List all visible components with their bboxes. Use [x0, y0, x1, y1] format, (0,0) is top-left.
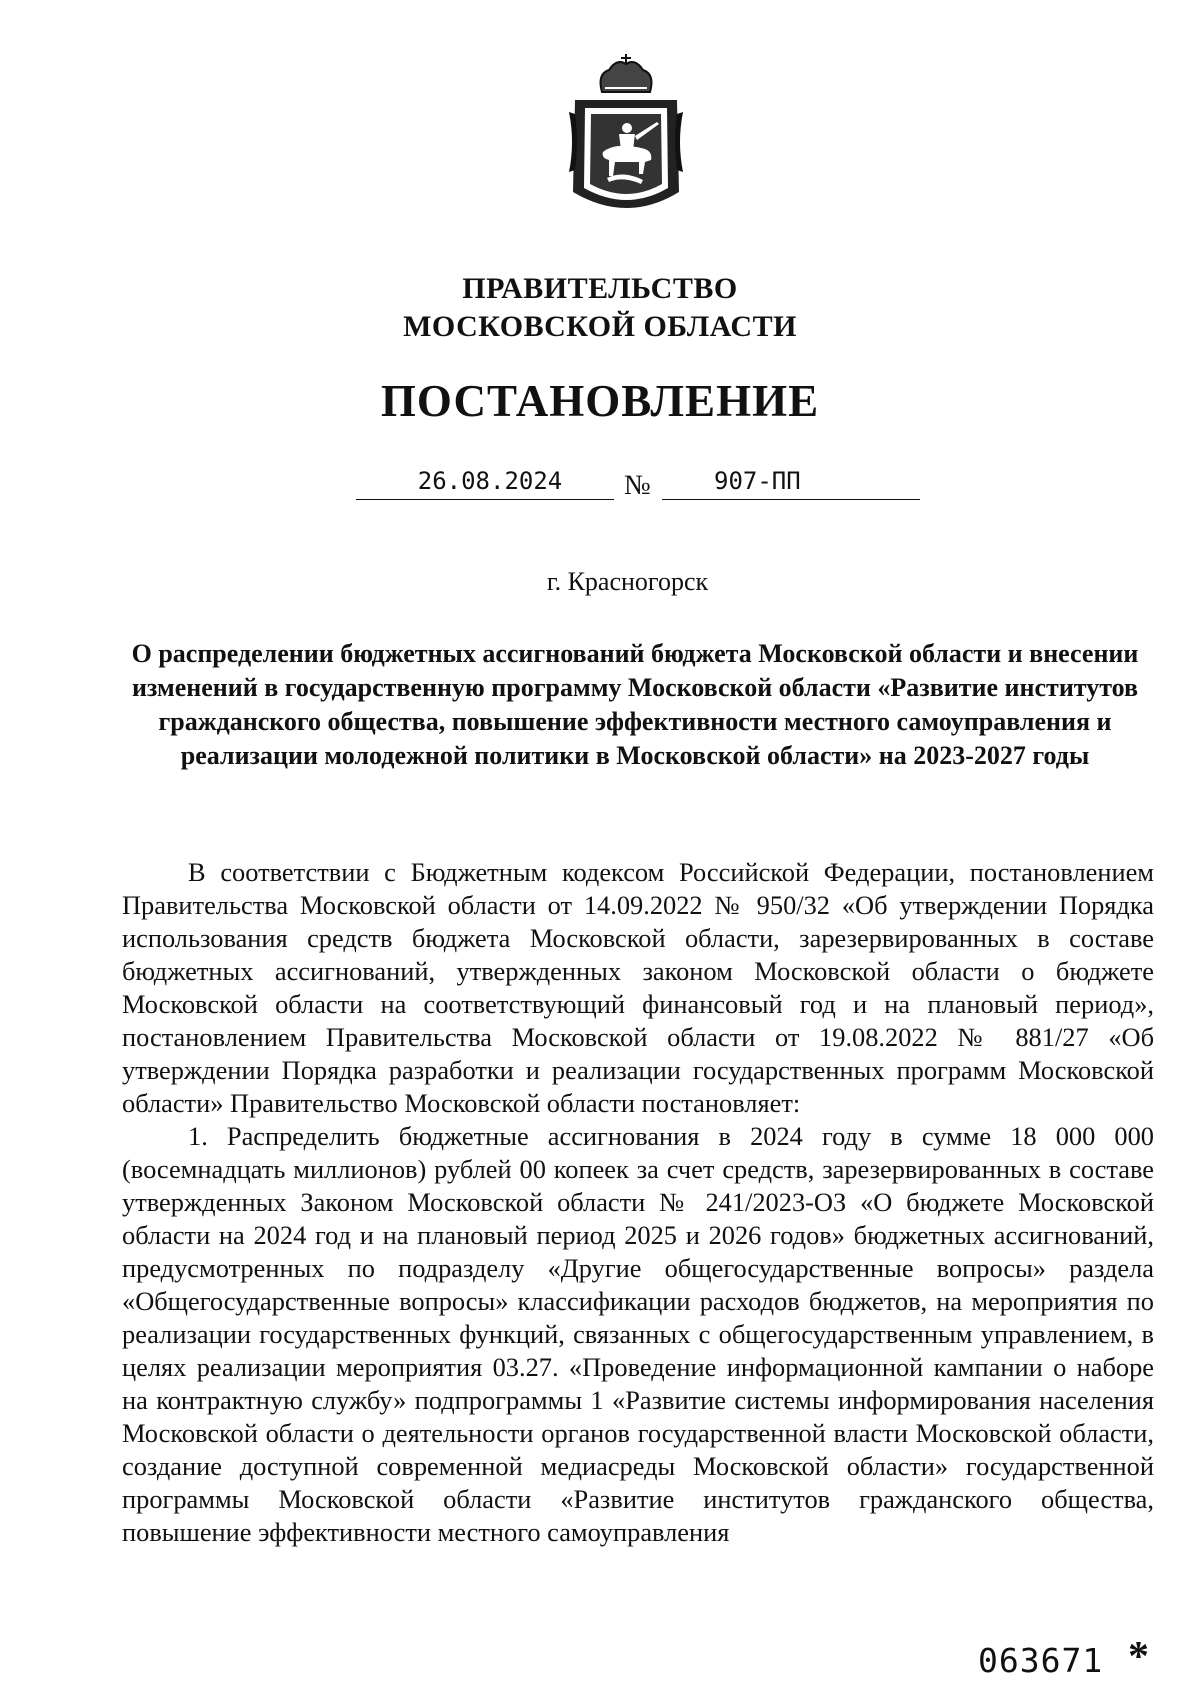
requisites-line — [0, 462, 1200, 512]
document-date: 26.08.2024 — [356, 462, 614, 500]
authority-name-line1: ПРАВИТЕЛЬСТВО — [462, 272, 738, 305]
document-body — [122, 856, 1154, 1549]
form-serial-number: 063671 — [978, 1641, 1104, 1680]
authority-name-line2: МОСКОВСКОЙ ОБЛАСТИ — [403, 310, 797, 343]
city-of-issue: г. Красногорск — [546, 567, 709, 596]
document-number: 907-ПП — [662, 462, 920, 500]
number-sign: № — [624, 470, 651, 501]
form-mark-star: * — [1128, 1634, 1149, 1680]
item-1-paragraph: 1. Распределить бюджетные ассигнования в 2024 году в сумме 18 000 000 (восемнадцать миллионов) рублей 00 копеек за счет средств, зарезервированных в составе утвержденных Законом Московской области № 241/2023-ОЗ «О бюджете Московской области на 2024 год и на плановый период 2025 и 2026 годов» бюджетных ассигнований, предусмотренных по подразделу «Другие общегосударственные вопросы» раздела «Общегосударственные вопросы» классификации расходов бюджетов, на мероприятия по реализации государственных функций, связанных с общегосударственным управлением, в целях реализации мероприятия 03.27. «Проведение информационной кампании о наборе на контрактную службу» подпрограммы 1 «Развитие системы информирования населения Московской области о деятельности органов государственной власти Московской области, создание доступной современной медиасреды Московской области» государственной программы Московской области «Развитие институтов гражданского общества, повышение эффективности местного самоуправления — [122, 1121, 1154, 1547]
document-type-title: ПОСТАНОВЛЕНИЕ — [380, 376, 820, 426]
preamble-paragraph: В соответствии с Бюджетным кодексом Российской Федерации, постановлением Правительства Московской области от 14.09.2022 № 950/32 «Об утверждении Порядка использования средств бюджета Московской области, зарезервированных в составе бюджетных ассигнований, утвержденных законом Московской области о бюджете Московской области на соответствующий финансовый год и на плановый период», постановлением Правительства Московской области от 19.08.2022 № 881/27 «Об утверждении Порядка разработки и реализации государственных программ Московской области» Правительство Московской области постановляет: — [122, 857, 1154, 1118]
moscow-oblast-coat-of-arms-icon — [567, 52, 685, 222]
document-subject-title: О распределении бюджетных ассигнований бюджета Московской области и внесении изменений в государственную программу Московской области «Развитие институтов гражданского общества, повышение эффективности местного самоуправления и реализации молодежной политики в Московской области» на 2023-2027 годы — [131, 639, 1139, 770]
